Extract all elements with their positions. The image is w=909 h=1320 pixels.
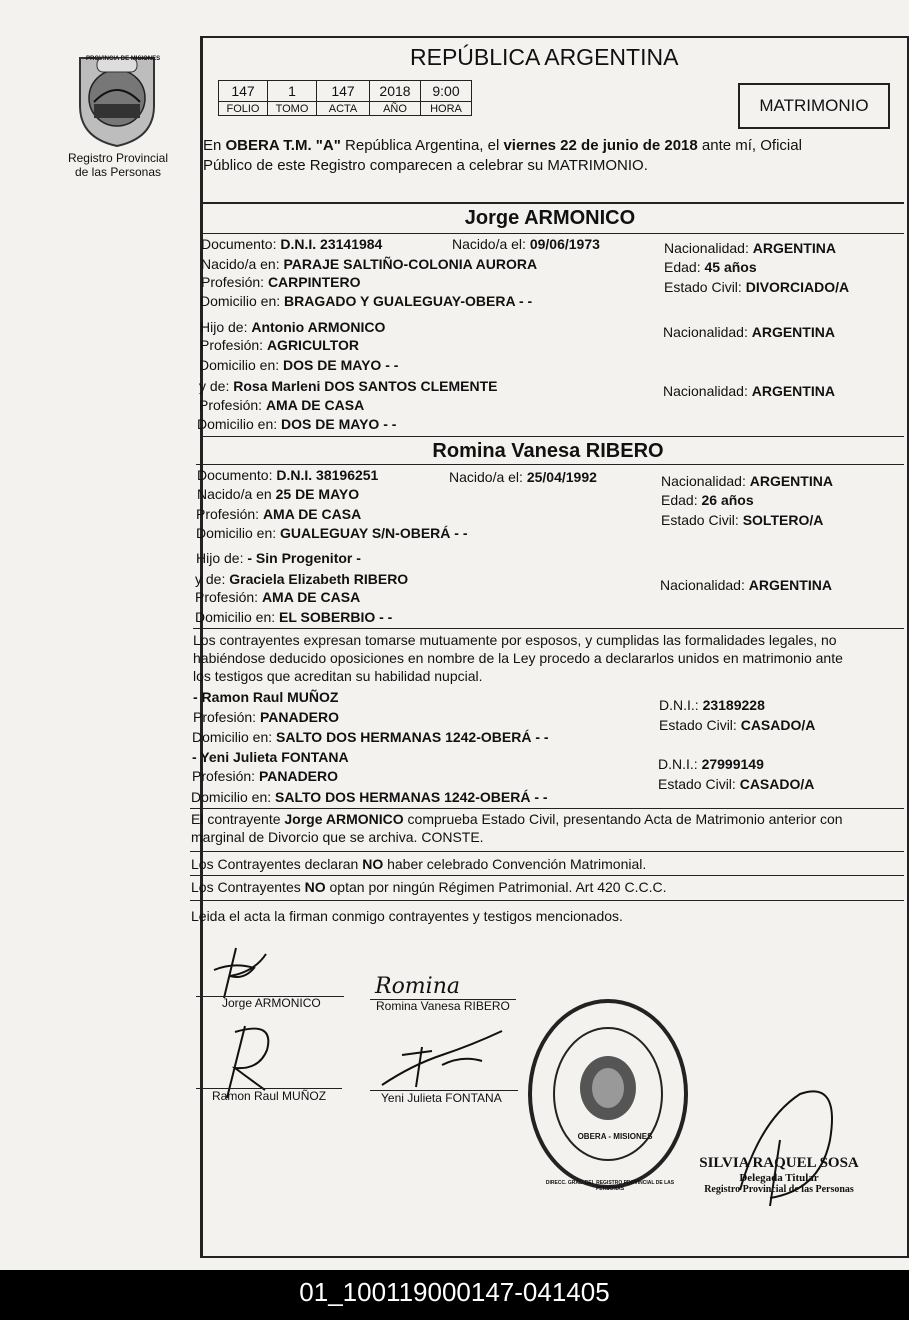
- groom-father-address: Domicilio en: DOS DE MAYO - -: [199, 357, 399, 373]
- groom-born-in-label: Nacido/a en:: [201, 256, 284, 272]
- sig-label-bride: Romina Vanesa RIBERO: [376, 999, 510, 1013]
- bride-signature: Romina: [375, 974, 460, 999]
- footer-code: 01_100119000147-041405: [0, 1270, 909, 1320]
- folio-table: [218, 80, 472, 116]
- bride-born-in-label: Nacido/a en: [197, 486, 276, 502]
- sig-label-witness2: Yeni Julieta FONTANA: [381, 1091, 502, 1105]
- sig-label-witness1: Ramon Raul MUÑOZ: [212, 1089, 327, 1103]
- bride-mother-address: Domicilio en: EL SOBERBIO - -: [195, 609, 393, 625]
- groom-mother-address: Domicilio en: DOS DE MAYO - -: [197, 416, 397, 432]
- officer-block: [694, 1155, 864, 1195]
- bride-civil-status: Estado Civil: SOLTERO/A: [661, 512, 824, 528]
- witness1-home: SALTO DOS HERMANAS 1242-OBERÁ - -: [276, 729, 549, 745]
- groom-civil-label: Estado Civil:: [664, 279, 746, 295]
- groom-father-nat: ARGENTINA: [751, 324, 835, 340]
- tomo-value: 1: [268, 81, 317, 102]
- year-label: AÑO: [370, 102, 421, 116]
- bride-father: Hijo de: - Sin Progenitor -: [196, 550, 361, 566]
- folio-value: 147: [219, 81, 268, 102]
- intro-line2: Público de este Registro comparecen a celebrar su MATRIMONIO.: [203, 157, 648, 174]
- bride-nationality: Nacionalidad: ARGENTINA: [661, 473, 833, 489]
- folio-label: FOLIO: [219, 102, 268, 116]
- officer-registry: Registro Provincial de las Personas: [704, 1184, 854, 1195]
- hour-value: 9:00: [421, 81, 472, 102]
- officer-title: Delegada Titular: [739, 1172, 819, 1184]
- declaration-line2: habiéndose deducido oposiciones en nombre de la Ley procedo a declararlos unidos en matrimonio ante: [193, 650, 843, 666]
- groom-civil-status: [664, 278, 849, 296]
- witness2-name: - Yeni Julieta FONTANA: [192, 749, 349, 765]
- groom-father-name: Antonio ARMONICO: [251, 319, 386, 335]
- seal-inner-text: OBERA - MISIONES: [577, 1132, 653, 1141]
- bride-mother-prof: AMA DE CASA: [261, 589, 361, 605]
- intro-p1: En: [203, 137, 226, 154]
- declaration-line1: Los contrayentes expresan tomarse mutuamente por esposos, y cumplidas las formalidades legales, no: [193, 632, 837, 648]
- mother-label: y de:: [199, 378, 234, 394]
- father-label: Hijo de:: [200, 319, 252, 335]
- groom-prof-label: Profesión:: [201, 274, 268, 290]
- bride-document: Documento: D.N.I. 38196251: [197, 467, 379, 483]
- bride-mother-nat: ARGENTINA: [748, 577, 832, 593]
- acta-label: ACTA: [317, 102, 370, 116]
- intro-p3: ante mí, Oficial: [697, 137, 802, 154]
- witness1-address: Domicilio en: SALTO DOS HERMANAS 1242-OBERÁ - -: [192, 729, 549, 745]
- witness2-civil-status: Estado Civil: CASADO/A: [658, 776, 815, 792]
- groom-address: [200, 292, 532, 310]
- groom-mother: [199, 377, 497, 395]
- witness1-profession: Profesión: PANADERO: [193, 709, 340, 725]
- officer-name: SILVIA RAQUEL SOSA: [699, 1155, 859, 1171]
- divorce-note: [191, 810, 843, 846]
- groom-home-label: Domicilio en:: [200, 293, 285, 309]
- groom-father: [200, 318, 385, 336]
- logo-text: PROVINCIA DE MISIONES: [86, 56, 161, 62]
- groom-age-value: 45 años: [704, 259, 757, 275]
- tomo-label: TOMO: [268, 102, 317, 116]
- groom-father-prof: AGRICULTOR: [266, 337, 359, 353]
- bride-age-value: 26 años: [701, 492, 754, 508]
- witness2-signature: [372, 1025, 512, 1095]
- sig-label-groom: Jorge ARMONICO: [222, 996, 321, 1010]
- bride-name: Romina Vanesa RIBERO: [432, 440, 664, 462]
- groom-nat: ARGENTINA: [752, 240, 836, 256]
- groom-mother-name: Rosa Marleni DOS SANTOS CLEMENTE: [233, 378, 498, 394]
- registry-caption-line2: de las Personas: [74, 165, 162, 179]
- note-p1: El contrayente: [191, 811, 285, 827]
- hour-label: HORA: [421, 102, 472, 116]
- groom-birthplace: [201, 255, 537, 273]
- official-seal: [525, 996, 691, 1192]
- bride-birthdate: Nacido/a el: 25/04/1992: [449, 469, 597, 485]
- province-logo: [72, 52, 162, 148]
- groom-doc: D.N.I. 23141984: [280, 236, 383, 252]
- groom-nat-label: Nacionalidad:: [664, 240, 753, 256]
- registry-caption-line1: Registro Provincial: [67, 151, 169, 165]
- bride-address: Domicilio en: GUALEGUAY S/N-OBERÁ - -: [196, 525, 468, 541]
- groom-civil: DIVORCIADO/A: [745, 279, 850, 295]
- bride-born-in: 25 DE MAYO: [275, 486, 360, 502]
- doc-type-box: MATRIMONIO: [738, 83, 890, 129]
- year-value: 2018: [370, 81, 421, 102]
- witness1-dni: D.N.I.: 23189228: [659, 697, 765, 713]
- groom-age-label: Edad:: [664, 259, 705, 275]
- note-name: Jorge ARMONICO: [284, 811, 404, 827]
- bride-nat: ARGENTINA: [749, 473, 833, 489]
- bride-civil: SOLTERO/A: [742, 512, 824, 528]
- intro-p2: República Argentina, el: [340, 137, 504, 154]
- bride-father-name: - Sin Progenitor -: [247, 550, 361, 566]
- witness1-dni-value: 23189228: [702, 697, 765, 713]
- groom-father-home: DOS DE MAYO - -: [283, 357, 399, 373]
- bride-mother-name: Graciela Elizabeth RIBERO: [229, 571, 409, 587]
- bride-mother-nationality: Nacionalidad: ARGENTINA: [660, 577, 832, 593]
- groom-father-profession: Profesión: AGRICULTOR: [200, 337, 359, 353]
- bride-mother-home: EL SOBERBIO - -: [279, 609, 393, 625]
- groom-prof: CARPINTERO: [267, 274, 361, 290]
- acta-value: 147: [317, 81, 370, 102]
- bride-birthplace: [197, 485, 359, 503]
- bride-home: GUALEGUAY S/N-OBERÁ - -: [280, 525, 468, 541]
- intro-date: viernes 22 de junio de 2018: [503, 137, 698, 154]
- groom-mother-nationality: Nacionalidad: ARGENTINA: [663, 383, 835, 399]
- groom-home: BRAGADO Y GUALEGUAY-OBERA - -: [284, 293, 533, 309]
- witness1-civil-status: Estado Civil: CASADO/A: [659, 717, 816, 733]
- bride-born-on: 25/04/1992: [526, 469, 597, 485]
- groom-mother-profession: Profesión: AMA DE CASA: [199, 397, 365, 413]
- bride-mother-profession: Profesión: AMA DE CASA: [195, 589, 361, 605]
- note-line2: marginal de Divorcio que se archiva. CONSTE.: [191, 829, 484, 845]
- note-p2: comprueba Estado Civil, presentando Acta de Matrimonio anterior con: [403, 811, 843, 827]
- groom-profession: [201, 273, 361, 291]
- groom-mother-prof: AMA DE CASA: [265, 397, 365, 413]
- witness1-civil: CASADO/A: [740, 717, 816, 733]
- groom-mother-home: DOS DE MAYO - -: [281, 416, 397, 432]
- bride-age: Edad: 26 años: [661, 492, 754, 508]
- groom-born-on-label: Nacido/a el:: [452, 236, 530, 252]
- witness2-address: Domicilio en: SALTO DOS HERMANAS 1242-OBERÁ - -: [191, 789, 548, 805]
- bride-doc: D.N.I. 38196251: [276, 467, 379, 483]
- groom-name: Jorge ARMONICO: [464, 207, 636, 229]
- groom-born-on: 09/06/1973: [529, 236, 600, 252]
- witness1-name: - Ramon Raul MUÑOZ: [193, 689, 339, 705]
- groom-age: [664, 258, 757, 276]
- witness2-home: SALTO DOS HERMANAS 1242-OBERÁ - -: [275, 789, 548, 805]
- convention-note: Los Contrayentes declaran NO haber celebrado Convención Matrimonial.: [191, 856, 647, 872]
- groom-born-in: PARAJE SALTIÑO-COLONIA AURORA: [283, 256, 538, 272]
- intro-place: OBERA T.M. "A": [225, 137, 341, 154]
- witness2-dni: D.N.I.: 27999149: [658, 756, 764, 772]
- witness1-prof: PANADERO: [259, 709, 340, 725]
- groom-document: [201, 235, 382, 253]
- groom-doc-label: Documento:: [201, 236, 281, 252]
- bride-prof: AMA DE CASA: [262, 506, 362, 522]
- witness2-profession: Profesión: PANADERO: [192, 768, 339, 784]
- bride-profession: Profesión: AMA DE CASA: [196, 506, 362, 522]
- bride-mother: y de: Graciela Elizabeth RIBERO: [195, 571, 409, 587]
- groom-nationality: [664, 239, 836, 257]
- regime-no: NO: [304, 879, 326, 895]
- groom-father-nationality: Nacionalidad: ARGENTINA: [663, 324, 835, 340]
- witness2-civil: CASADO/A: [739, 776, 815, 792]
- convention-no: NO: [362, 856, 384, 872]
- page-title: REPÚBLICA ARGENTINA: [410, 44, 679, 70]
- regime-note: Los Contrayentes NO optan por ningún Régimen Patrimonial. Art 420 C.C.C.: [191, 879, 667, 895]
- closing-text: Leida el acta la firman conmigo contrayentes y testigos mencionados.: [191, 908, 623, 924]
- groom-birthdate: [452, 235, 600, 253]
- declaration-text: [193, 631, 843, 685]
- groom-mother-nat: ARGENTINA: [751, 383, 835, 399]
- witness2-dni-value: 27999149: [701, 756, 764, 772]
- declaration-line3: los testigos que acreditan su habilidad nupcial.: [193, 668, 483, 684]
- witness2-prof: PANADERO: [258, 768, 339, 784]
- registry-caption: [60, 151, 176, 179]
- seal-text: DIRECC. GRAL. DEL REGISTRO PROVINCIAL DE LAS PERSONAS: [545, 1180, 675, 1192]
- groom-signature: [194, 940, 314, 1000]
- intro-text: [203, 136, 903, 176]
